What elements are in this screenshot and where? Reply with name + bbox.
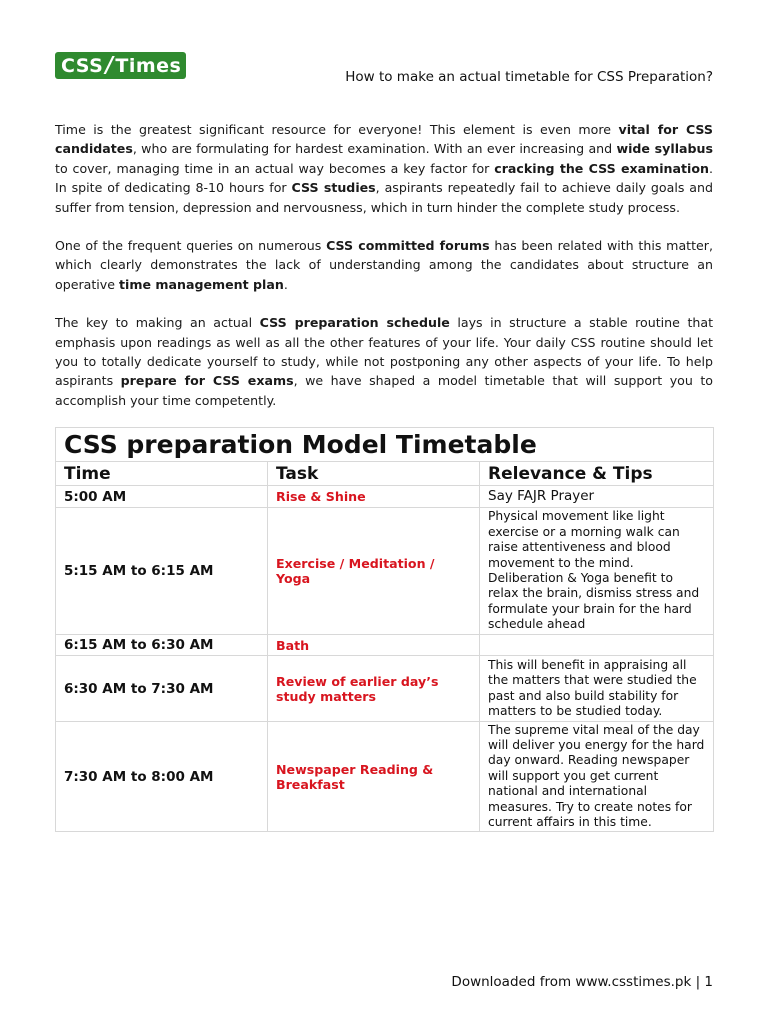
task-cell: Bath: [268, 635, 480, 656]
logo-text-css: CSS: [61, 54, 104, 77]
tip-cell: Say FAJR Prayer: [480, 486, 714, 508]
table-row: [56, 656, 714, 722]
paragraph-bold: vital for CSS candidates: [55, 122, 713, 157]
paragraph-text: lays in structure a stable routine that emphasis upon readings as well as all the other features of your life. Your daily CSS routine should let you to totally dedicate yourself to study, while not postponing any other aspects of your life. To help aspirants: [55, 315, 714, 389]
timetable-title: CSS preparation Model Timetable: [56, 428, 714, 462]
column-header-tips: Relevance & Tips: [480, 462, 714, 486]
table-row: [56, 486, 714, 508]
timetable-title-row: [56, 428, 714, 462]
table-row: [56, 508, 714, 635]
paragraph-bold: CSS committed forums: [326, 238, 490, 254]
paragraph-text: , we have shaped a model timetable that will support you to accomplish your time competently.: [55, 373, 713, 408]
csstimes-logo: [55, 52, 186, 79]
tip-cell: The supreme vital meal of the day will deliver you energy for the hard day onward. Reading newspaper will support you get current national and international measures. Try to create notes for current affairs in this time.: [480, 722, 714, 832]
tip-cell: [480, 635, 714, 656]
paragraph-3: [55, 313, 713, 410]
timetable-header-row: [56, 462, 714, 486]
time-cell: 6:30 AM to 7:30 AM: [56, 656, 268, 722]
logo-text-times: Times: [115, 54, 182, 77]
logo-slash: /: [103, 53, 116, 78]
task-cell: Review of earlier day’s study matters: [268, 656, 480, 722]
paragraph-text: One of the frequent queries on numerous: [55, 238, 327, 254]
column-header-time: Time: [56, 462, 268, 486]
task-cell: Rise & Shine: [268, 486, 480, 508]
timetable: [55, 427, 714, 832]
paragraph-bold: wide syllabus: [616, 141, 713, 157]
tip-cell: Physical movement like light exercise or a morning walk can raise attentiveness and blood movement to the mind. Deliberation & Yoga benefit to relax the brain, dismiss stress and formulate your brain for the hard schedule ahead: [480, 508, 714, 635]
time-cell: 6:15 AM to 6:30 AM: [56, 635, 268, 656]
paragraph-2: [55, 236, 713, 294]
tip-cell: This will benefit in appraising all the matters that were studied the past and also build stability for matters to be studied today.: [480, 656, 714, 722]
time-cell: 5:00 AM: [56, 486, 268, 508]
paragraph-bold: CSS preparation schedule: [259, 315, 450, 331]
paragraph-text: has been related with this matter, which clearly demonstrates the lack of understanding among the candidates about structure an operative: [55, 238, 713, 292]
paragraph-bold: time management plan: [118, 276, 284, 292]
table-row: [56, 635, 714, 656]
task-cell: Newspaper Reading & Breakfast: [268, 722, 480, 832]
column-header-task: Task: [268, 462, 480, 486]
paragraph-bold: CSS studies: [291, 180, 376, 196]
paragraph-text: The key to making an actual: [55, 315, 260, 331]
paragraph-bold: prepare for CSS exams: [120, 373, 294, 389]
task-cell: Exercise / Meditation / Yoga: [268, 508, 480, 635]
paragraph-text: , aspirants repeatedly fail to achieve daily goals and suffer from tension, depression and nervousness, which in turn hinder the complete study process.: [55, 180, 713, 215]
paragraph-text: Time is the greatest significant resource for everyone! This element is even more: [55, 122, 619, 137]
article-body: [55, 120, 713, 429]
time-cell: 5:15 AM to 6:15 AM: [56, 508, 268, 635]
paragraph-text: . In spite of dedicating 8-10 hours for: [55, 160, 713, 196]
table-row: [56, 722, 714, 832]
paragraph-1: [55, 120, 713, 217]
paragraph-text: to cover, managing time in an actual way becomes a key factor for: [55, 160, 495, 176]
paragraph-text: , who are formulating for hardest examination. With an ever increasing and: [132, 141, 617, 157]
paragraph-bold: cracking the CSS examination: [494, 160, 709, 176]
page-footer: Downloaded from www.csstimes.pk | 1: [451, 974, 713, 990]
paragraph-text: .: [283, 276, 288, 292]
page-header-title: How to make an actual timetable for CSS Preparation?: [345, 69, 713, 85]
time-cell: 7:30 AM to 8:00 AM: [56, 722, 268, 832]
